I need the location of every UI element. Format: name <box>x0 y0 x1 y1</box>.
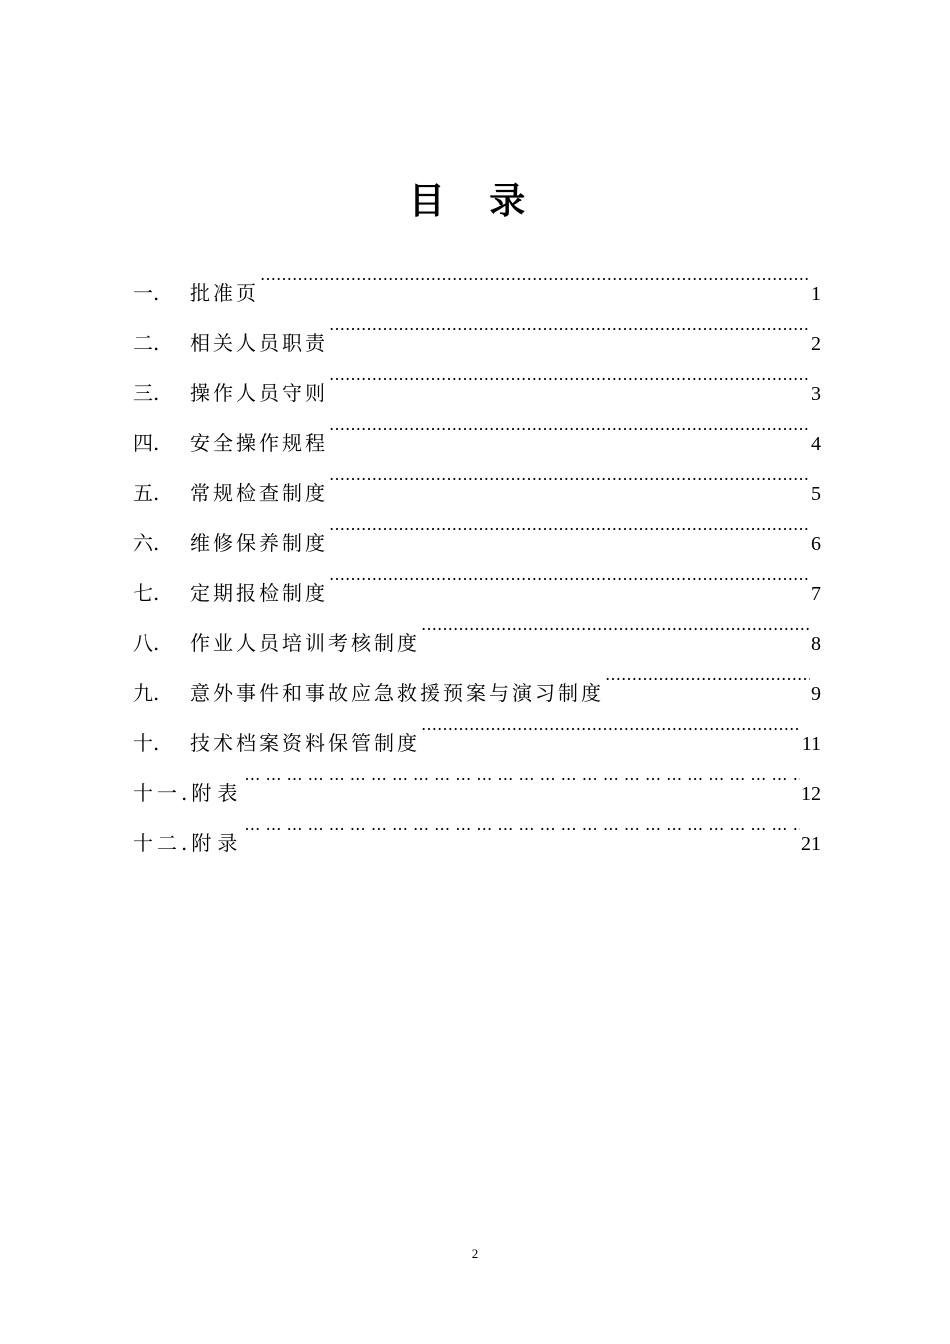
toc-entry-page: 8 <box>811 633 821 655</box>
toc-dot-leader <box>329 550 810 600</box>
toc-entry-title: 维修保养制度 <box>190 531 328 555</box>
toc-entry-title: 常规检查制度 <box>190 481 328 505</box>
toc-entry-page: 12 <box>801 783 821 805</box>
table-of-contents <box>133 250 821 855</box>
toc-entry-number: 七. <box>133 581 160 605</box>
toc-entry-page: 4 <box>811 433 821 455</box>
toc-entry-title: 作业人员培训考核制度 <box>190 631 420 655</box>
toc-entry-title: 附录 <box>191 831 244 855</box>
toc-entry-title: 操作人员守则 <box>190 381 328 405</box>
toc-entry-title: 相关人员职责 <box>190 331 328 355</box>
toc-dot-leader <box>244 800 800 850</box>
toc-entry-title: 批准页 <box>190 281 259 305</box>
toc-entry-page: 6 <box>811 533 821 555</box>
toc-dot-leader <box>244 750 800 800</box>
toc-entry-title: 附表 <box>191 781 244 805</box>
toc-dot-leader <box>329 450 810 500</box>
toc-entry-page: 21 <box>801 833 821 855</box>
page-number: 2 <box>471 1246 479 1261</box>
toc-dot-leader <box>421 600 810 650</box>
toc-entry-page: 9 <box>811 683 821 705</box>
toc-entry-number: 一. <box>133 281 160 305</box>
toc-entry-title: 意外事件和事故应急救援预案与演习制度 <box>190 681 604 705</box>
toc-entry-page: 3 <box>811 383 821 405</box>
toc-dot-leader <box>260 250 810 300</box>
toc-entry-number: 三. <box>133 381 160 405</box>
toc-entry-number: 八. <box>133 631 160 655</box>
toc-dot-leader <box>421 700 801 750</box>
toc-entry-number: 五. <box>133 481 160 505</box>
toc-entry-title: 安全操作规程 <box>190 431 328 455</box>
toc-entry-number: 十. <box>133 731 160 755</box>
toc-dot-leader <box>329 350 810 400</box>
toc-dot-leader <box>329 400 810 450</box>
toc-entry-number: 十一. <box>133 781 192 805</box>
toc-entry-page: 2 <box>811 333 821 355</box>
toc-entry-title: 定期报检制度 <box>190 581 328 605</box>
toc-entry-number: 九. <box>133 681 160 705</box>
toc-dot-leader <box>329 300 810 350</box>
toc-entry-page: 7 <box>811 583 821 605</box>
toc-entry-page: 1 <box>811 283 821 305</box>
toc-entry-number: 六. <box>133 531 160 555</box>
toc-entry-title: 技术档案资料保管制度 <box>190 731 420 755</box>
toc-entry-page: 11 <box>801 733 821 755</box>
toc-entry-number: 二. <box>133 331 160 355</box>
toc-dot-leader <box>329 500 810 550</box>
toc-entry[interactable] <box>133 250 821 305</box>
page-title: 目 录 <box>408 180 542 222</box>
toc-entry-number: 四. <box>133 431 160 455</box>
toc-entry-page: 5 <box>811 483 821 505</box>
toc-dot-leader <box>605 650 810 700</box>
toc-entry-number: 十二. <box>133 831 192 855</box>
